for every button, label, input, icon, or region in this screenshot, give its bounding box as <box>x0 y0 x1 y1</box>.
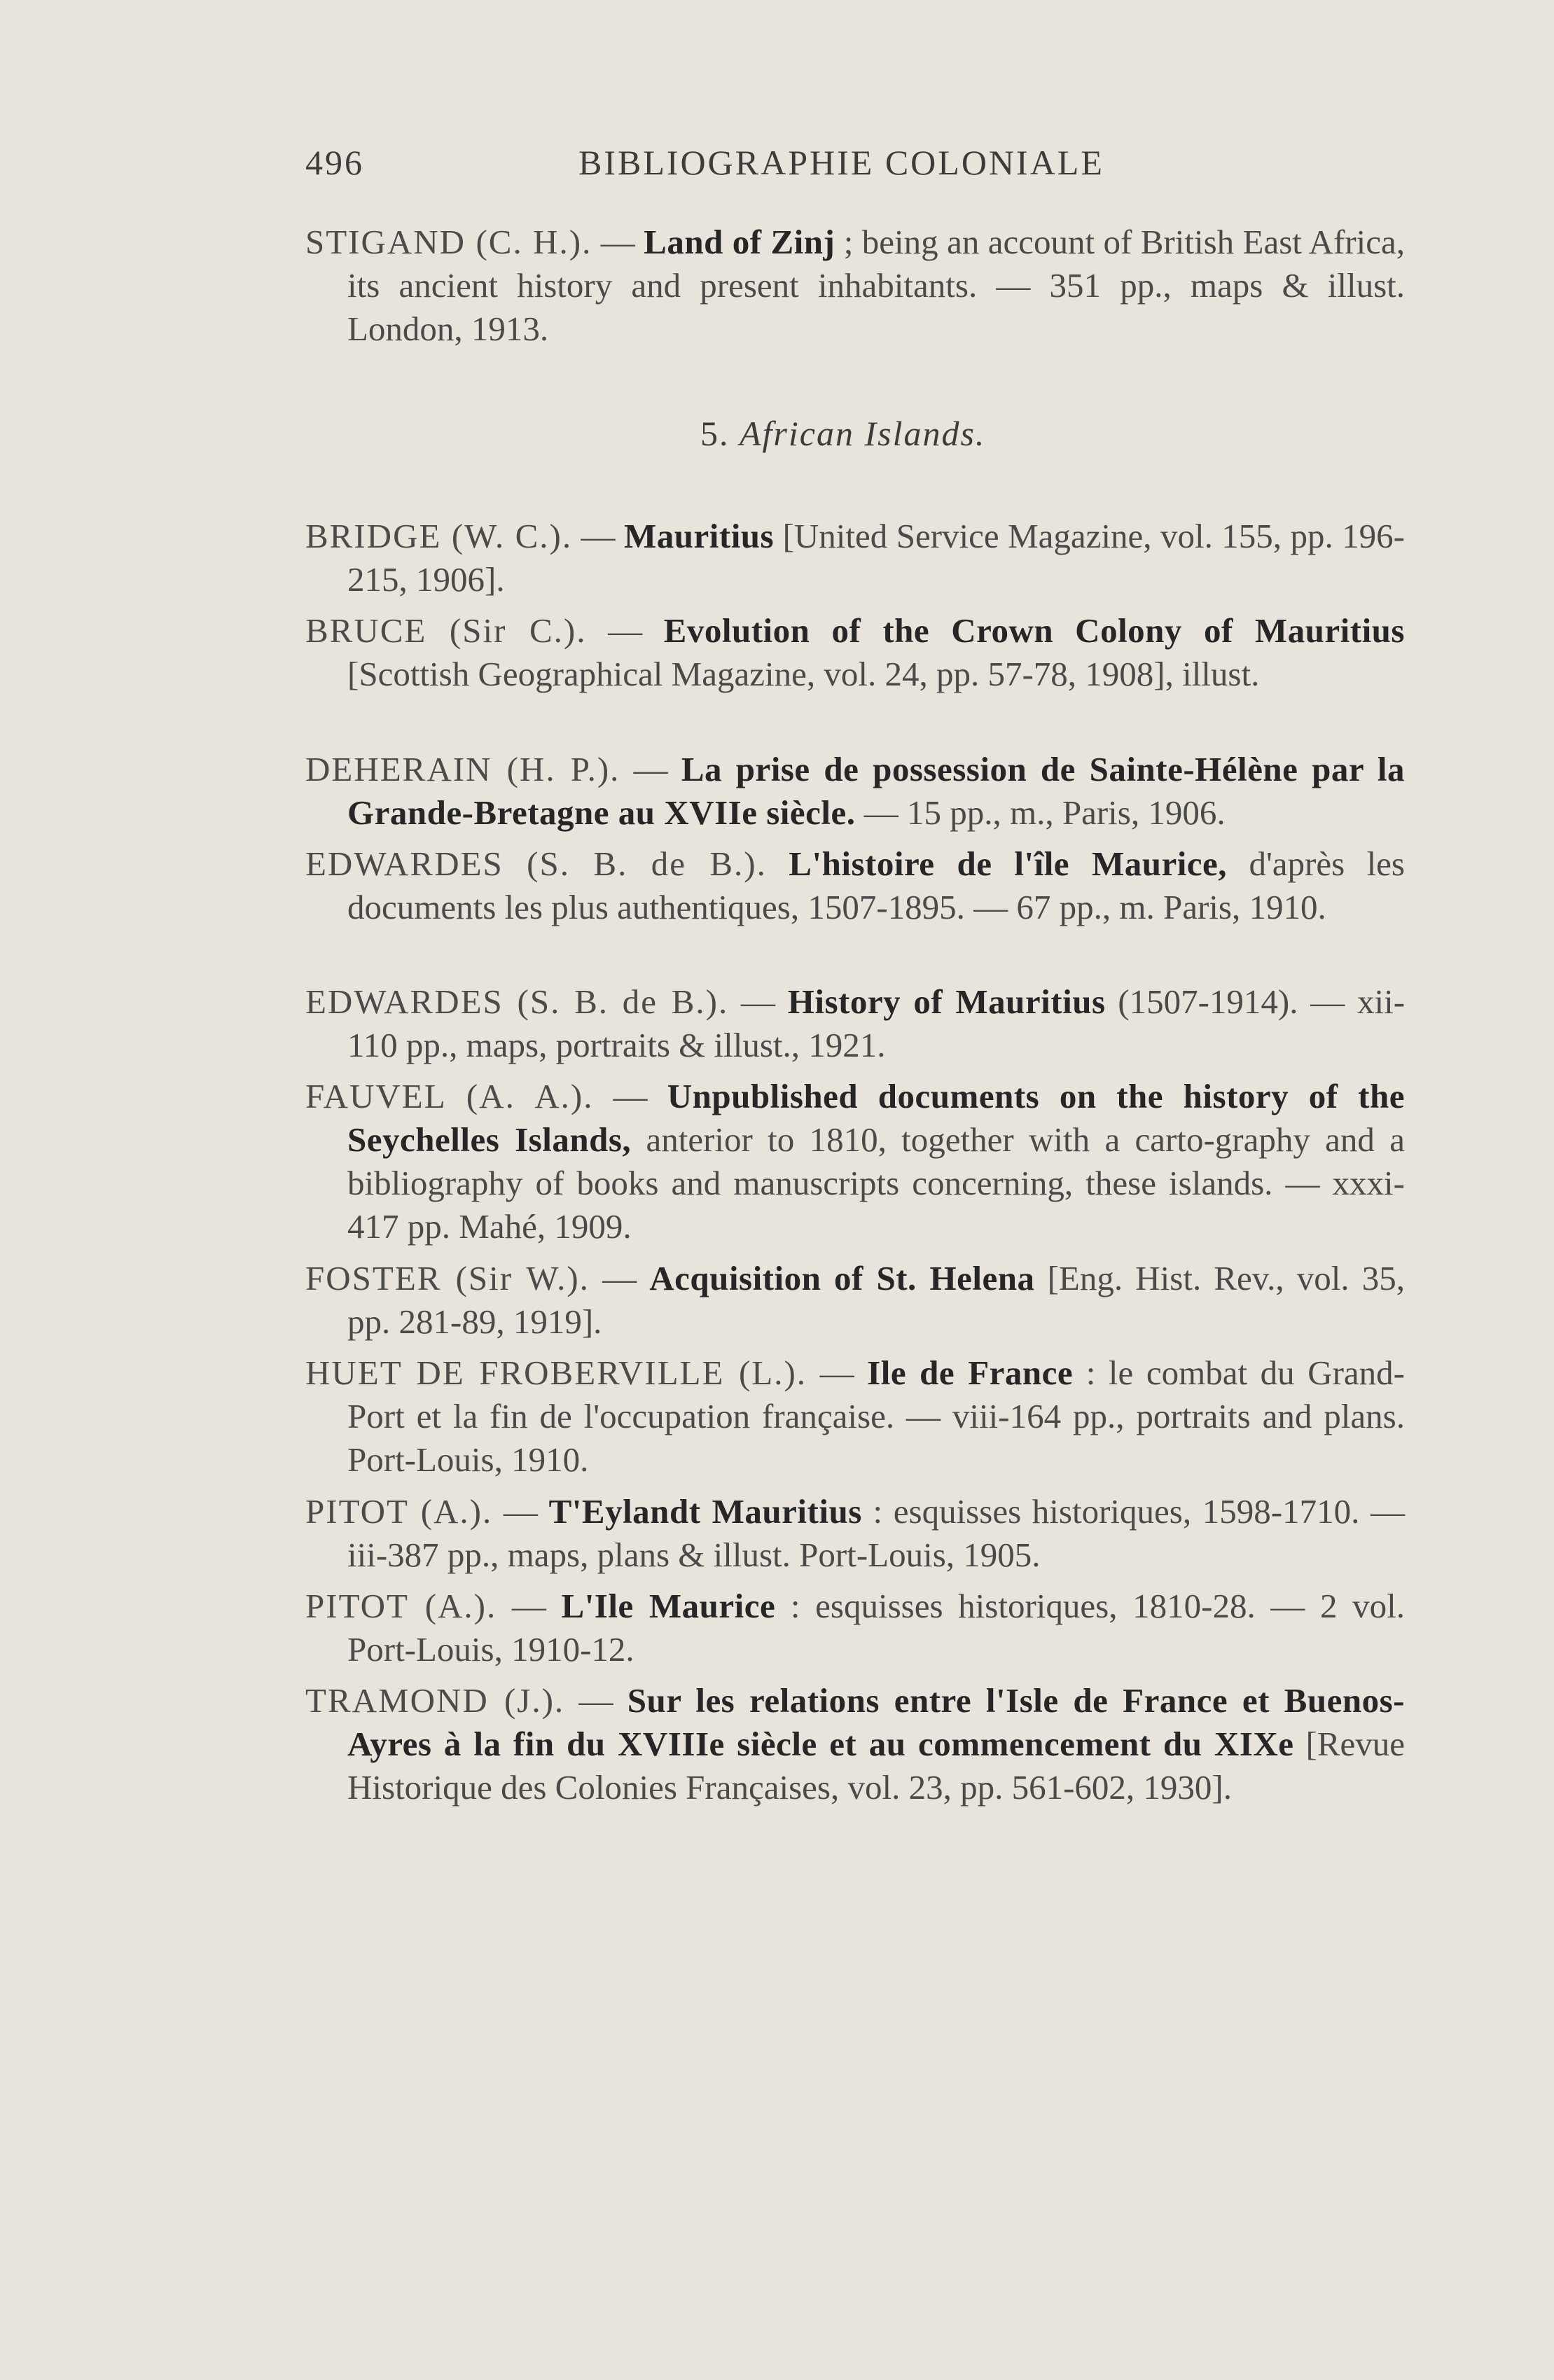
bibliography-entry <box>305 1585 1405 1671</box>
running-title: BIBLIOGRAPHIE COLONIALE <box>578 143 1104 182</box>
entry-author: EDWARDES (S. B. de B.). <box>305 982 729 1021</box>
entry-details: anterior to 1810, together with a carto-graphy and a bibliography of books and manuscripts concerning, these islands. — xxxi-417 pp. Mahé, 1909. <box>347 1120 1405 1246</box>
bibliography-entry <box>305 1490 1405 1577</box>
entry-details: [United Service Magazine, vol. 155, pp. 196-215, 1906]. <box>347 517 1405 599</box>
entry-author: PITOT (A.). <box>305 1587 497 1625</box>
entry-details: (1507-1914). — xii-110 pp., maps, portraits & illust., 1921. <box>347 982 1406 1064</box>
entry-title: Land of Zinj <box>644 223 835 261</box>
entry-title: Evolution of the Crown Colony of Mauritius <box>663 611 1406 650</box>
bibliography-entry <box>305 748 1405 835</box>
entry-dash: — <box>728 982 788 1021</box>
bibliography-entry <box>305 980 1405 1067</box>
entry-title: La prise de possession de Sainte-Hélène par la Grande-Bretagne au XVIIe siècle. <box>347 750 1406 832</box>
entry-title: Sur les relations entre l'Isle de France et Buenos-Ayres à la fin du XVIIIe siècle et au commencement du XIXe <box>347 1681 1405 1763</box>
entry-title: Mauritius <box>624 517 775 555</box>
bibliography-entry <box>305 609 1405 696</box>
entry-author: PITOT (A.). <box>305 1492 493 1531</box>
entry-author: HUET DE FROBERVILLE (L.). <box>305 1353 807 1392</box>
entry-details: : esquisses historiques, 1810-28. — 2 vol. Port-Louis, 1910-12. <box>347 1587 1405 1669</box>
entry-title: History of Mauritius <box>787 982 1106 1021</box>
page-number: 496 <box>305 143 364 182</box>
entry-details: ; being an account of British East Africa, its ancient history and present inhabitants. — 351 pp., maps & illust. London, 1913. <box>347 223 1406 348</box>
bibliography-entry <box>305 515 1405 601</box>
entry-author: EDWARDES (S. B. de B.). <box>305 844 767 883</box>
entry-details: d'après les documents les plus authentiques, 1507-1895. — 67 pp., m. Paris, 1910. <box>347 844 1405 926</box>
entry-details: [Eng. Hist. Rev., vol. 35, pp. 281-89, 1919]. <box>347 1259 1406 1341</box>
entry-dash: — <box>497 1587 562 1625</box>
entry-title: T'Eylandt Mauritius <box>548 1492 862 1531</box>
entry-author: BRUCE (Sir C.). <box>305 611 587 650</box>
entry-title: Acquisition of St. Helena <box>649 1259 1035 1297</box>
entry-dash: — <box>586 611 664 650</box>
entry-dash: — <box>572 517 625 555</box>
bibliography-entry <box>305 1679 1405 1809</box>
entry-details: [Revue Historique des Colonies Françaises, vol. 23, pp. 561-602, 1930]. <box>347 1725 1405 1807</box>
bibliography-entry <box>305 221 1405 351</box>
entry-title: Unpublished documents on the history of the Seychelles Islands, <box>347 1077 1405 1159</box>
entry-title: L'Ile Maurice <box>561 1587 776 1625</box>
section-number: 5. <box>700 414 730 453</box>
entry-author: FOSTER (Sir W.). <box>305 1259 590 1297</box>
bibliography-entry <box>305 1257 1405 1344</box>
entry-details: : esquisses historiques, 1598-1710. — iii-387 pp., maps, plans & illust. Port-Louis, 1905. <box>347 1492 1406 1574</box>
bibliography-entry <box>305 842 1405 929</box>
entry-author: TRAMOND (J.). <box>305 1681 565 1720</box>
entry-author: BRIDGE (W. C.). <box>305 517 573 555</box>
entry-dash: — <box>592 223 644 261</box>
entry-title: Ile de France <box>867 1353 1074 1392</box>
bibliography-entry <box>305 1351 1405 1482</box>
entry-dash <box>767 844 789 883</box>
entry-details: [Scottish Geographical Magazine, vol. 24, pp. 57-78, 1908], illust. <box>347 655 1260 693</box>
entry-dash: — <box>593 1077 667 1115</box>
entry-details: — 15 pp., m., Paris, 1906. <box>855 793 1226 832</box>
entry-details: : le combat du Grand-Port et la fin de l'occupation française. — viii-164 pp., portraits and plans. Port-Louis, 1910. <box>347 1353 1405 1479</box>
bibliography-entry <box>305 1075 1405 1248</box>
entry-author: STIGAND (C. H.). <box>305 223 592 261</box>
entry-author: DEHERAIN (H. P.). <box>305 750 620 788</box>
entry-dash: — <box>589 1259 650 1297</box>
section-title: African Islands. <box>740 414 986 453</box>
entry-title: L'histoire de l'île Maurice, <box>789 844 1228 883</box>
running-header <box>305 142 1398 191</box>
entry-dash: — <box>564 1681 627 1720</box>
entry-dash: — <box>492 1492 549 1531</box>
entry-author: FAUVEL (A. A.). <box>305 1077 594 1115</box>
entry-dash: — <box>620 750 681 788</box>
entry-dash: — <box>807 1353 868 1392</box>
section-heading <box>700 413 985 454</box>
